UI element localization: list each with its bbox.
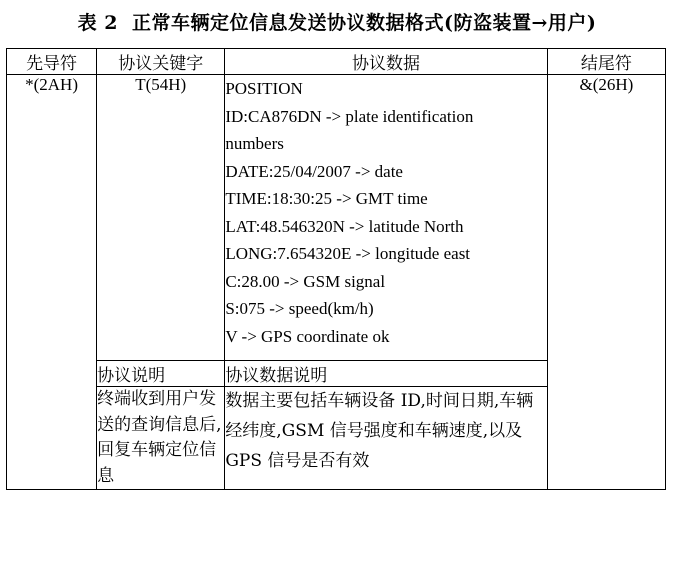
header-keyword: 协议关键字 bbox=[97, 49, 225, 75]
table-header-row bbox=[7, 49, 666, 75]
cell-keyword-value: T(54H) bbox=[97, 75, 225, 361]
label-protocol-explain: 协议说明 bbox=[97, 361, 225, 387]
table-body-row bbox=[7, 75, 666, 361]
caption-title: 正常车辆定位信息发送协议数据格式(防盗装置→用户) bbox=[131, 12, 597, 34]
protocol-table bbox=[6, 48, 666, 490]
data-line-s: S:075 -> speed(km/h) bbox=[225, 299, 374, 319]
table-caption bbox=[0, 8, 674, 35]
text-protocol-explain: 终端收到用户发送的查询信息后,回复车辆定位信息 bbox=[97, 387, 225, 490]
data-line-position: POSITION bbox=[225, 79, 303, 98]
cell-terminator-value: &(26H) bbox=[547, 75, 665, 490]
header-preamble: 先导符 bbox=[7, 49, 97, 75]
data-line-long: LONG:7.654320E -> longitude east bbox=[225, 244, 471, 264]
text-data-explain: 数据主要包括车辆设备 ID,时间日期,车辆经纬度,GSM 信号强度和车辆速度,以及 GPS 信号是否有效 bbox=[225, 387, 547, 490]
data-line-numbers: numbers bbox=[225, 134, 284, 154]
cell-protocol-data bbox=[225, 75, 547, 361]
header-data: 协议数据 bbox=[225, 49, 547, 75]
label-data-explain: 协议数据说明 bbox=[225, 361, 547, 387]
header-terminator: 结尾符 bbox=[547, 49, 665, 75]
caption-number: 表 2 bbox=[77, 12, 118, 34]
data-line-lat: LAT:48.546320N -> latitude North bbox=[225, 216, 464, 236]
data-line-id: ID:CA876DN -> plate identification bbox=[225, 106, 474, 126]
data-line-time: TIME:18:30:25 -> GMT time bbox=[225, 189, 428, 209]
data-line-c: C:28.00 -> GSM signal bbox=[225, 271, 386, 291]
cell-preamble-value: *(2AH) bbox=[7, 75, 97, 490]
data-line-v: V -> GPS coordinate ok bbox=[225, 326, 390, 346]
data-line-date: DATE:25/04/2007 -> date bbox=[225, 161, 403, 181]
